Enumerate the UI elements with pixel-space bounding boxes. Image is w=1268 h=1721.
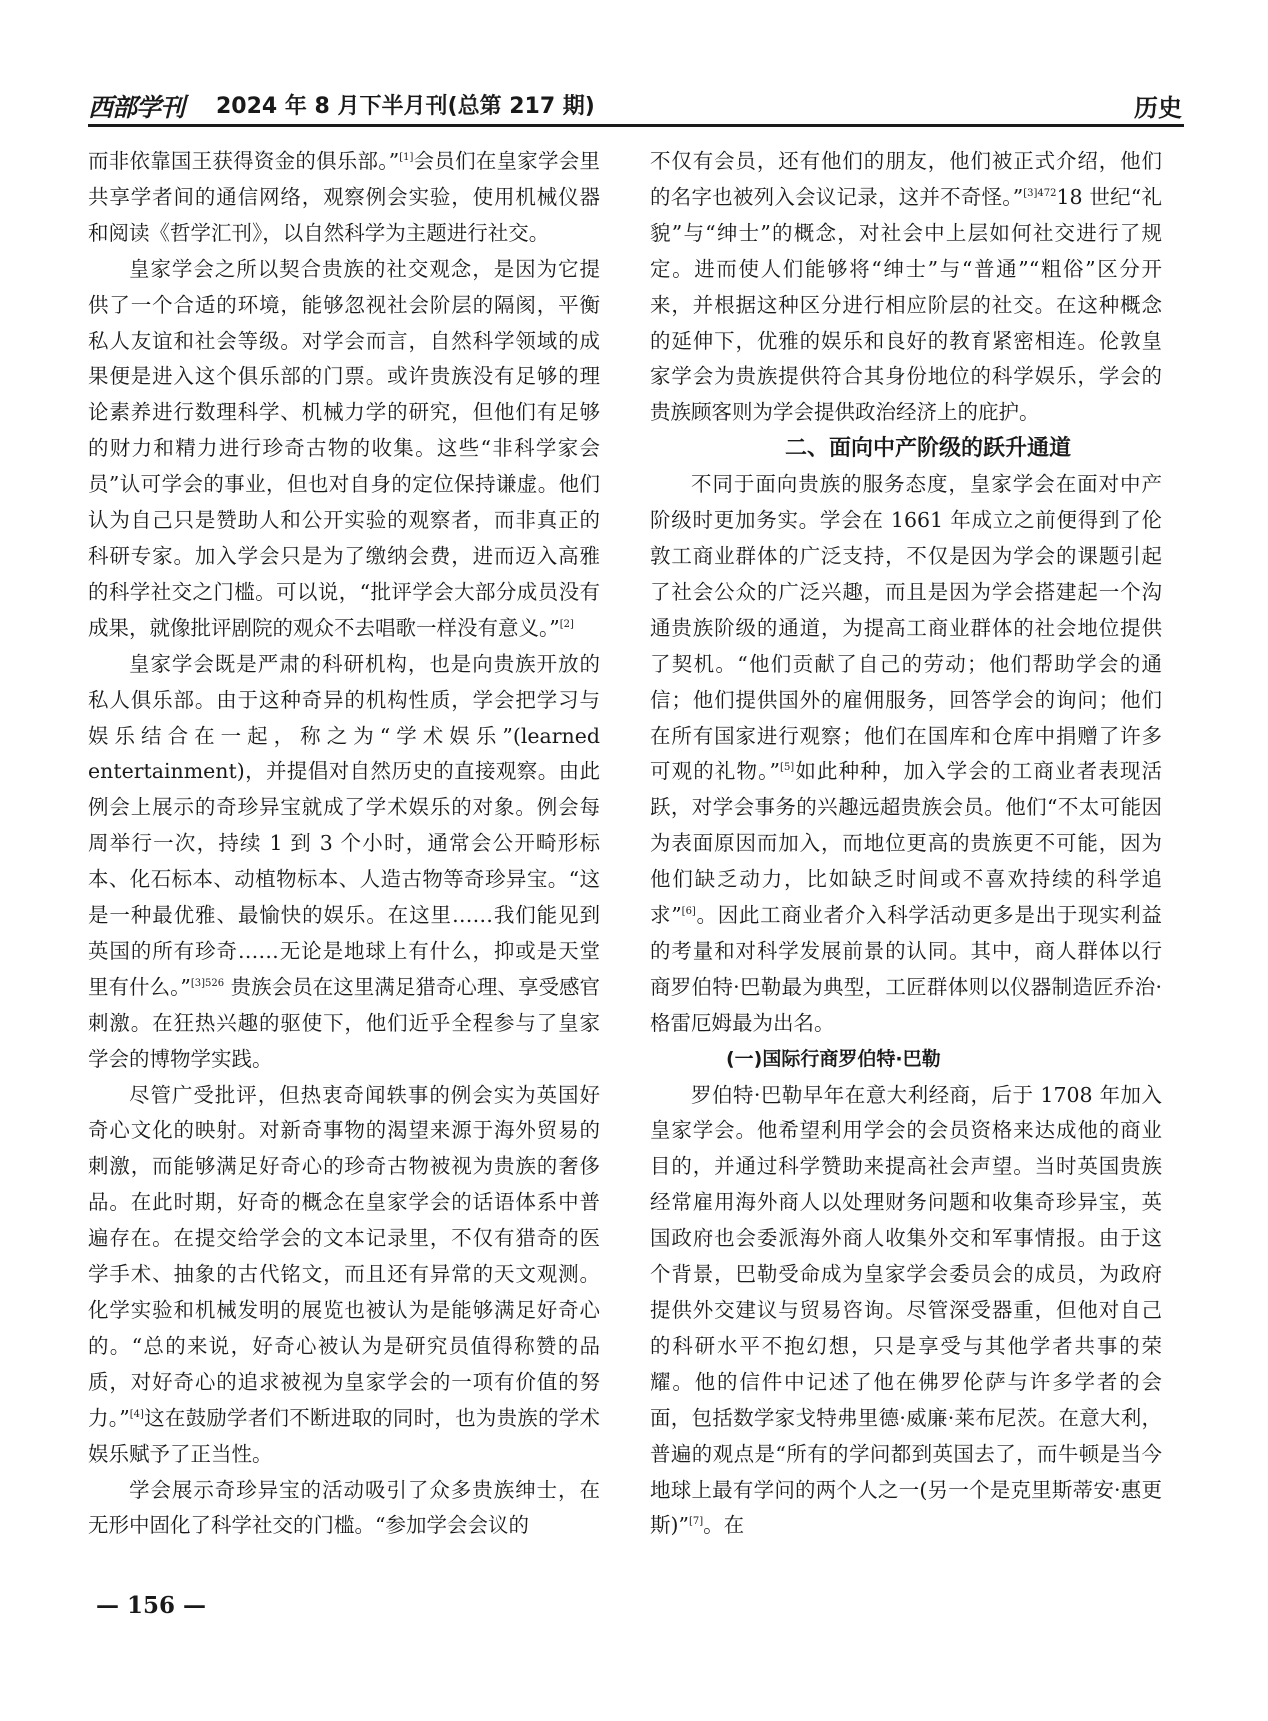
paragraph: 不同于面向贵族的服务态度，皇家学会在面对中产阶级时更加务实。学会在 1661 年成立之前便得到了伦敦工商业群体的广泛支持，不仅是因为学会的课题引起了社会公众的广泛兴趣，而且是因为学会搭建起一个沟通贵族阶级的通道，为提高工商业群体的社会地位提供了契机。“他们贡献了自己的劳动；他们帮助学会的通信；他们提供国外的雇佣服务，回答学会的询问；他们在所有国家进行观察；他们在国库和仓库中捐赠了许多可观的礼物。”[5]如此种种，加入学会的工商业者表现活跃，对学会事务的兴趣远超贵族会员。他们“不太可能因为表面原因而加入，而地位更高的贵族更不可能，因为他们缺乏动力，比如缺乏时间或不喜欢持续的科学追求”[6]。因此工商业者介入科学活动更多是出于现实利益的考量和对科学发展前景的认同。其中，商人群体以行商罗伯特·巴勒最为典型，工匠群体则以仪器制造匠乔治·格雷厄姆最为出名。 <box>650 472 1163 1035</box>
section-heading: 二、面向中产阶级的跃升通道 <box>784 436 1071 462</box>
left-column <box>88 144 600 1544</box>
issue-info: 2024 年 8 月下半月刊(总第 217 期) <box>216 94 595 119</box>
citation: [4] <box>129 1408 144 1420</box>
paragraph: 尽管广受批评，但热衷奇闻轶事的例会实为英国好奇心文化的映射。对新奇事物的渴望来源于海外贸易的刺激，而能够满足好奇心的珍奇古物被视为贵族的奢侈品。在此时期，好奇的概念在皇家学会的话语体系中普遍存在。在提交给学会的文本记录里，不仅有猎奇的医学手术、抽象的古代铭文，而且还有异常的天文观测。化学实验和机械发明的展览也被认为是能够满足好奇心的。“总的来说，好奇心被认为是研究员值得称赞的品质，对好奇心的追求被视为皇家学会的一项有价值的努力。”[4]这在鼓励学者们不断进取的同时，也为贵族的学术娱乐赋予了正当性。 <box>88 1082 601 1466</box>
citation: [1] <box>399 152 414 164</box>
section-label: 历史 <box>1134 94 1182 122</box>
citation: [3]526 <box>190 978 225 990</box>
paragraph: 而非依靠国王获得资金的俱乐部。”[1]会员们在皇家学会里共享学者间的通信网络，观察例会实验，使用机械仪器和阅读《哲学汇刊》，以自然科学为主题进行社交。 <box>88 149 601 245</box>
citation: [2] <box>559 618 574 630</box>
paragraph: 皇家学会之所以契合贵族的社交观念，是因为它提供了一个合适的环境，能够忽视社会阶层的隔阂，平衡私人友谊和社会等级。对学会而言，自然科学领域的成果便是进入这个俱乐部的门票。或许贵族没有足够的理论素养进行数理科学、机械力学的研究，但他们有足够的财力和精力进行珍奇古物的收集。这些“非科学家会员”认可学会的事业，但也对自身的定位保持谦虚。他们认为自己只是赞助人和公开实验的观察者，而非真正的科研专家。加入学会只是为了缴纳会费，进而迈入高雅的科学社交之门槛。可以说，“批评学会大部分成员没有成果，就像批评剧院的观众不去唱歌一样没有意义。”[2] <box>88 256 600 640</box>
page-header <box>88 84 1184 127</box>
citation: [6] <box>681 906 696 918</box>
subsection-heading: (一)国际行商罗伯特·巴勒 <box>726 1047 941 1070</box>
right-column <box>650 144 1162 1544</box>
page-number: — 156 — <box>96 1592 207 1619</box>
paragraph: 皇家学会既是严肃的科研机构，也是向贵族开放的私人俱乐部。由于这种奇异的机构性质，学会把学习与娱乐结合在一起，称之为“学术娱乐”(learned entertainment)，并提倡对自然历史的直接观察。由此例会上展示的奇珍异宝就成了学术娱乐的对象。例会每周举行一次，持续 1 到 3 个小时，通常会公开畸形标本、化石标本、动植物标本、人造古物等奇珍异宝。“这是一种最优雅、最愉快的娱乐。在这里……我们能见到英国的所有珍奇……无论是地球上有什么，抑或是天堂里有什么。”$^{[3]526}$ 贵族会员在这里满足猎奇心理、享受感官刺激。在狂热兴趣的驱使下，他们近乎全程参与了皇家学会的博物学实践。 <box>88 651 601 1071</box>
paragraph: 学会展示奇珍异宝的活动吸引了众多贵族绅士，在无形中固化了科学社交的门槛。“参加学会会议的 <box>88 1477 600 1538</box>
citation: [7] <box>688 1516 704 1528</box>
paragraph: 不仅有会员，还有他们的朋友，他们被正式介绍，他们的名字也被列入会议记录，这并不奇怪。”$^{[3]472}$18 世纪“礼貌”与“绅士”的概念，对社会中上层如何社交进行了规定。进而使人们能够将“绅士”与“普通”“粗俗”区分开来，并根据这种区分进行相应阶层的社交。在这种概念的延伸下，优雅的娱乐和良好的教育紧密相连。伦敦皇家学会为贵族提供符合其身份地位的科学娱乐，学会的贵族顾客则为学会提供政治经济上的庇护。 <box>650 149 1162 425</box>
paragraph: 罗伯特·巴勒早年在意大利经商，后于 1708 年加入皇家学会。他希望利用学会的会员资格来达成他的商业目的，并通过科学赞助来提高社会声望。当时英国贵族经常雇用海外商人以处理财务问题和收集奇珍异宝，英国政府也会委派海外商人收集外交和军事情报。由于这个背景，巴勒受命成为皇家学会委员会的成员，为政府提供外交建议与贸易咨询。尽管深受器重，但他对自己的科研水平不抱幻想，只是享受与其他学者共事的荣耀。他的信件中记述了他在佛罗伦萨与许多学者的会面，包括数学家戈特弗里德·威廉·莱布尼茨。在意大利，普遍的观点是“所有的学问都到英国去了，而牛顿是当今地球上最有学问的两个人之一(另一个是克里斯蒂安·惠更斯)”[7]。在 <box>650 1082 1162 1538</box>
journal-logo: 西部学刊 <box>88 93 185 122</box>
citation: [3]472 <box>1023 188 1057 200</box>
citation: [5] <box>780 762 795 774</box>
